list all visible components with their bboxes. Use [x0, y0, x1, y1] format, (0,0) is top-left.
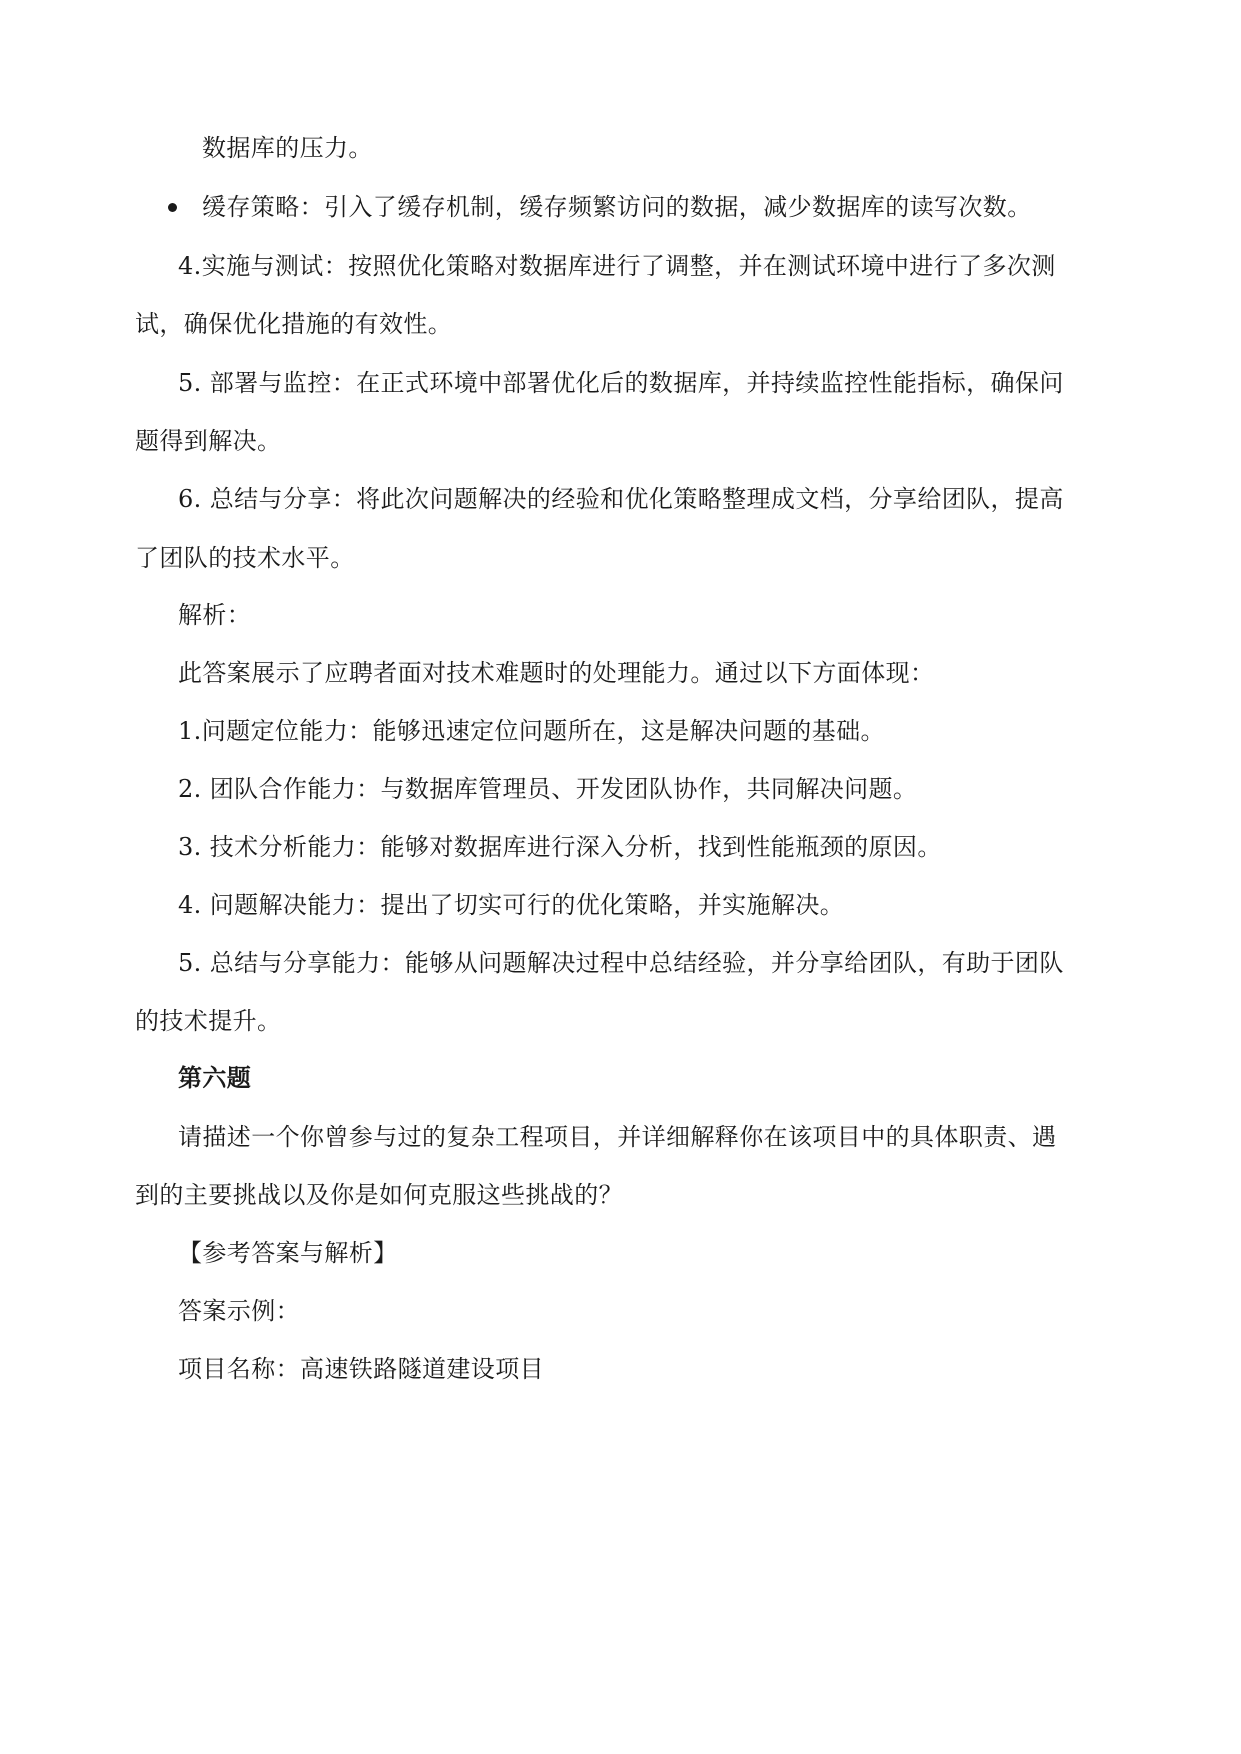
question-text-line: 请描述一个你曾参与过的复杂工程项目，并详细解释你在该项目中的具体职责、遇: [178, 1123, 1057, 1151]
paragraph-line: 4.实施与测试：按照优化策略对数据库进行了调整，并在测试环境中进行了多次测: [178, 252, 1056, 280]
list-item: 4. 问题解决能力：提出了切实可行的优化策略，并实施解决。: [178, 891, 845, 919]
project-name-line: 项目名称：高速铁路隧道建设项目: [178, 1355, 544, 1383]
bullet-item-cache-strategy: 缓存策略：引入了缓存机制，缓存频繁访问的数据，减少数据库的读写次数。: [202, 193, 1032, 221]
reference-answer-heading: 【参考答案与解析】: [178, 1239, 398, 1267]
paragraph-line: 了团队的技术水平。: [135, 544, 355, 572]
question-heading: 第六题: [178, 1063, 252, 1092]
paragraph-line: 数据库的压力。: [202, 134, 373, 162]
list-item: 1.问题定位能力：能够迅速定位问题所在，这是解决问题的基础。: [178, 717, 885, 745]
list-item: 2. 团队合作能力：与数据库管理员、开发团队协作，共同解决问题。: [178, 775, 918, 803]
paragraph-line: 题得到解决。: [135, 427, 282, 455]
paragraph-line: 试，确保优化措施的有效性。: [135, 310, 453, 338]
answer-example-label: 答案示例：: [178, 1297, 300, 1325]
section-label-analysis: 解析：: [178, 601, 252, 629]
question-text-line: 到的主要挑战以及你是如何克服这些挑战的？: [135, 1181, 623, 1209]
list-item: 3. 技术分析能力：能够对数据库进行深入分析，找到性能瓶颈的原因。: [178, 833, 942, 861]
list-item: 5. 总结与分享能力：能够从问题解决过程中总结经验，并分享给团队，有助于团队: [178, 949, 1064, 977]
bullet-icon: [168, 203, 177, 212]
paragraph-line: 6. 总结与分享：将此次问题解决的经验和优化策略整理成文档，分享给团队，提高: [178, 485, 1064, 513]
paragraph-line: 此答案展示了应聘者面对技术难题时的处理能力。通过以下方面体现：: [178, 659, 935, 687]
paragraph-line: 5. 部署与监控：在正式环境中部署优化后的数据库，并持续监控性能指标，确保问: [178, 369, 1064, 397]
paragraph-line: 的技术提升。: [135, 1007, 282, 1035]
